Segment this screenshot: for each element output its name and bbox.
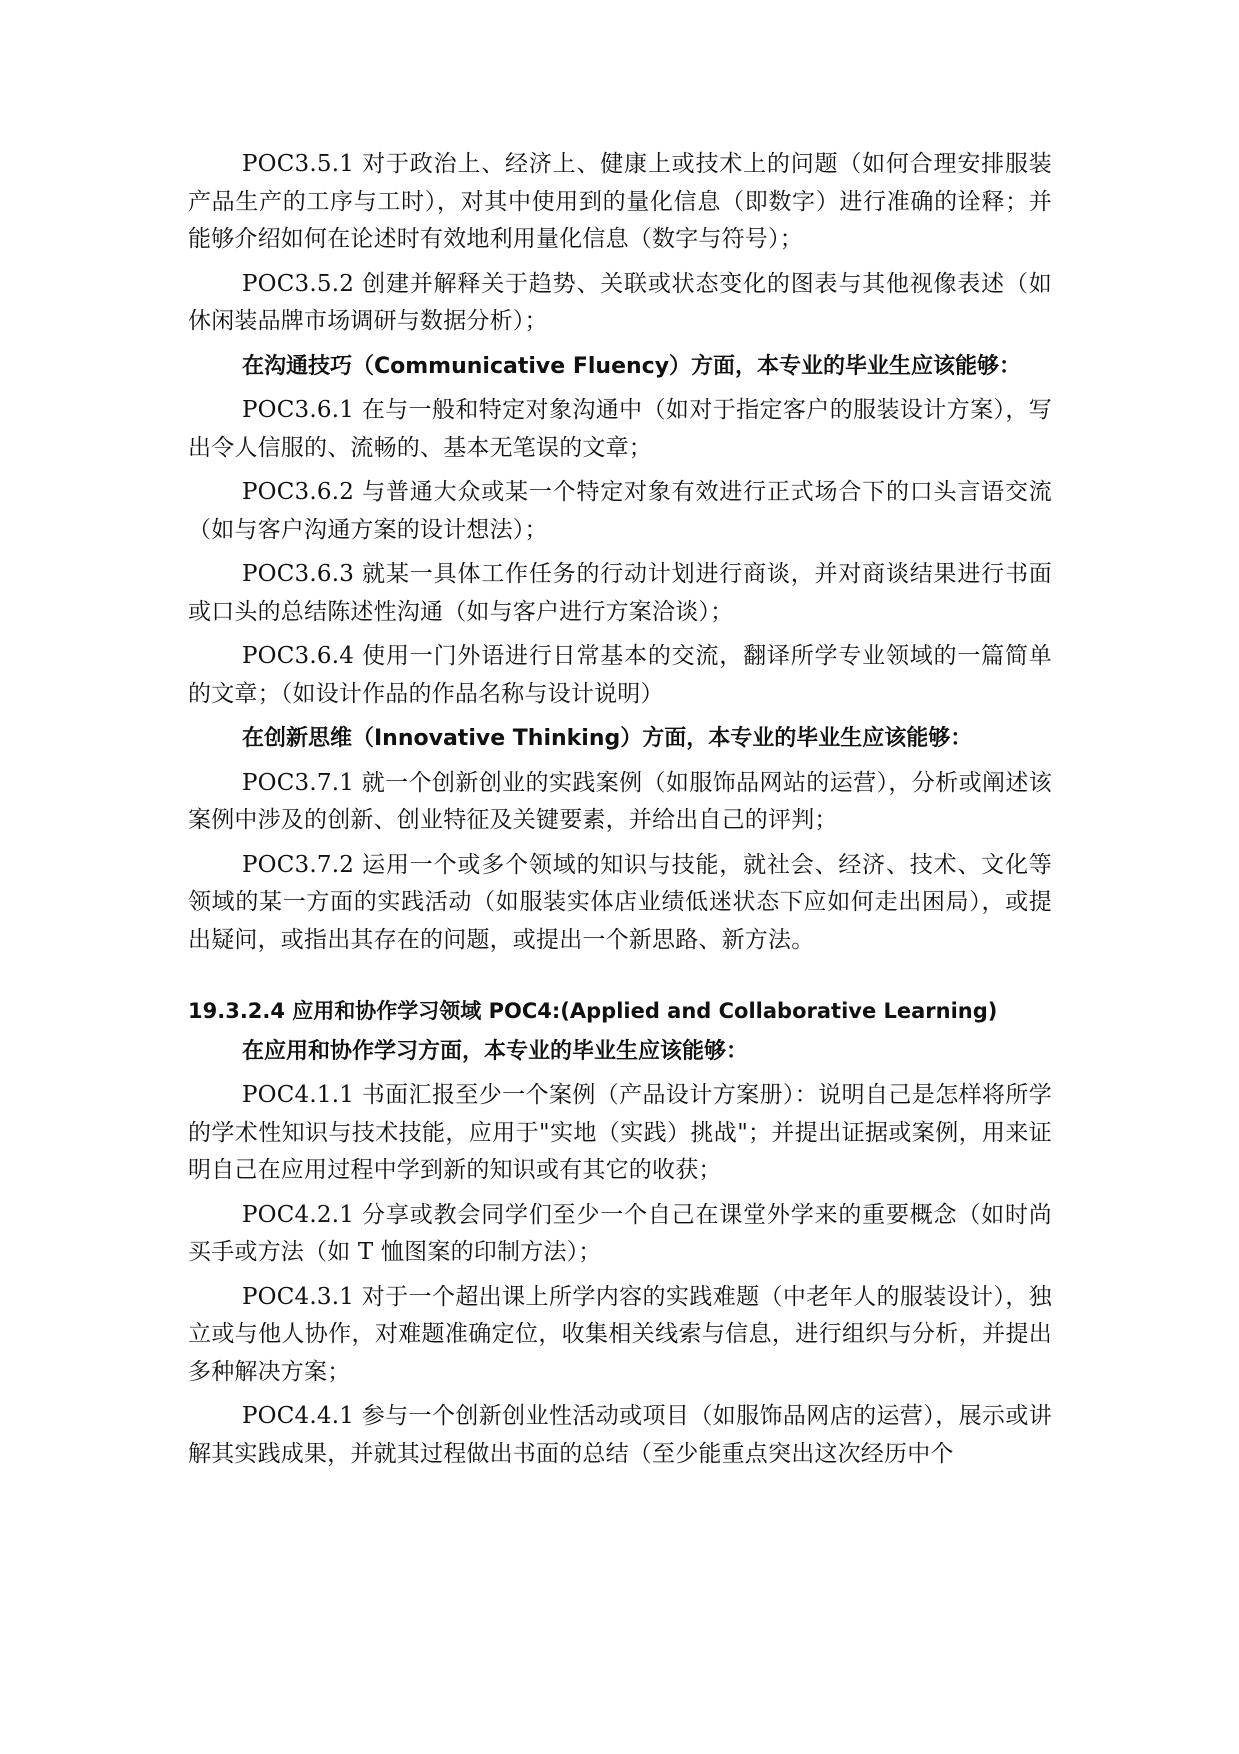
paragraph-poc4-3-1: POC4.3.1 对于一个超出课上所学内容的实践难题（中老年人的服装设计），独立或与他人协作，对难题准确定位，收集相关线索与信息，进行组织与分析，并提出多种解决方案；	[188, 1283, 1052, 1385]
paragraph-poc3-6-1: POC3.6.1 在与一般和特定对象沟通中（如对于指定客户的服装设计方案），写出令人信服的、流畅的、基本无笔误的文章；	[188, 397, 1052, 461]
section-heading-poc4: 19.3.2.4 应用和协作学习领域 POC4:(Applied and Collaborative Learning)	[188, 999, 998, 1023]
paragraph-poc3-6-2: POC3.6.2 与普通大众或某一个特定对象有效进行正式场合下的口头言语交流（如与客户沟通方案的设计想法）；	[188, 479, 1052, 543]
paragraph-poc4-1-1: POC4.1.1 书面汇报至少一个案例（产品设计方案册）：说明自己是怎样将所学的学术性知识与技术技能，应用于"实地（实践）挑战"；并提出证据或案例，用来证明自己在应用过程中学到新的知识或有其它的收获；	[188, 1082, 1052, 1183]
paragraph-poc4-4-1: POC4.4.1 参与一个创新创业性活动或项目（如服饰品网店的运营），展示或讲解其实践成果，并就其过程做出书面的总结（至少能重点突出这次经历中个	[188, 1403, 1052, 1467]
paragraph-poc4-2-1: POC4.2.1 分享或教会同学们至少一个自己在课堂外学来的重要概念（如时尚买手或方法（如 T 恤图案的印制方法）；	[188, 1201, 1052, 1265]
paragraph-poc3-7-1: POC3.7.1 就一个创新创业的实践案例（如服饰品网站的运营），分析或阐述该案例中涉及的创新、创业特征及关键要素，并给出自己的评判；	[188, 769, 1052, 833]
paragraph-poc3-6-3: POC3.6.3 就某一具体工作任务的行动计划进行商谈，并对商谈结果进行书面或口头的总结陈述性沟通（如与客户进行方案洽谈）；	[188, 561, 1052, 625]
subheading-innovative-thinking: 在创新思维（Innovative Thinking）方面，本专业的毕业生应该能够：	[242, 726, 973, 751]
paragraph-poc3-6-4: POC3.6.4 使用一门外语进行日常基本的交流，翻译所学专业领域的一篇简单的文章；（如设计作品的作品名称与设计说明）	[188, 643, 1052, 707]
subheading-applied-learning: 在应用和协作学习方面，本专业的毕业生应该能够：	[242, 1038, 749, 1064]
subheading-communicative-fluency: 在沟通技巧（Communicative Fluency）方面，本专业的毕业生应该能够：	[242, 353, 1022, 379]
paragraph-poc3-5-1: POC3.5.1 对于政治上、经济上、健康上或技术上的问题（如何合理安排服装产品生产的工序与工时），对其中使用到的量化信息（即数字）进行准确的诠释；并能够介绍如何在论述时有效地利用量化信息（数字与符号）；	[188, 151, 1052, 252]
document-body	[188, 146, 1052, 1480]
paragraph-poc3-5-2: POC3.5.2 创建并解释关于趋势、关联或状态变化的图表与其他视像表述（如休闲装品牌市场调研与数据分析）；	[188, 270, 1052, 334]
paragraph-poc3-7-2: POC3.7.2 运用一个或多个领域的知识与技能，就社会、经济、技术、文化等领域的某一方面的实践活动（如服装实体店业绩低迷状态下应如何走出困局），或提出疑问，或指出其存在的问题，或提出一个新思路、新方法。	[188, 851, 1052, 953]
